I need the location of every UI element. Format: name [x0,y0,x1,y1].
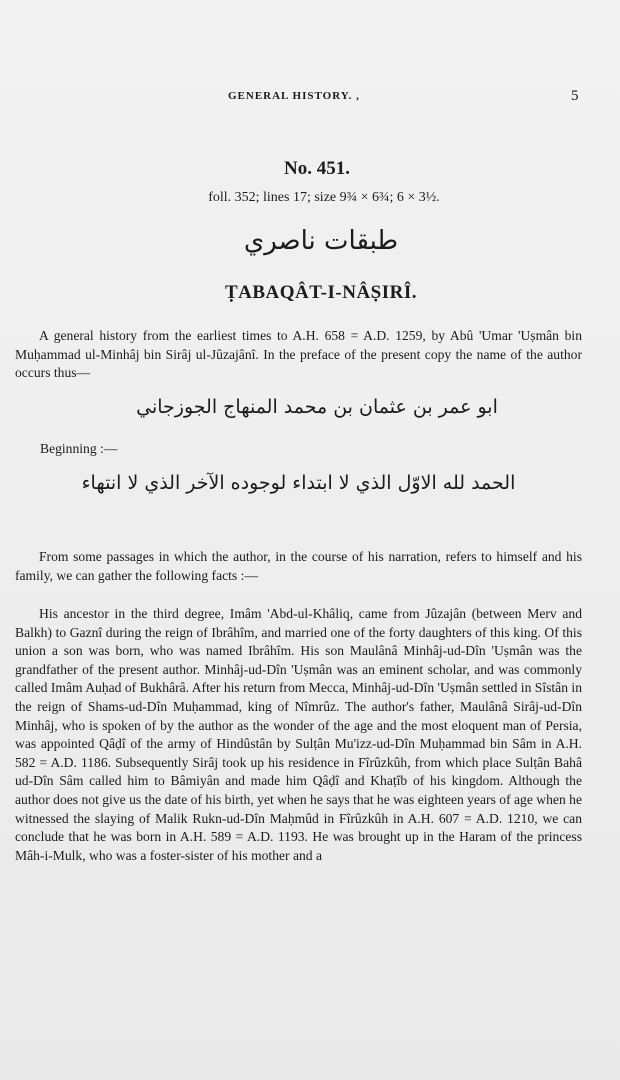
folio-description: foll. 352; lines 17; size 9¾ × 6¾; 6 × 3½. [208,190,440,205]
body-paragraph-2: His ancestor in the third degree, Imâm 'Abd-ul-Khâliq, came from Jûzajân (between Merv and Balkh) to Gaznî during the reign of Ibrâhîm, and married one of the forty daughters of this king. Of this union a son was born, who was named Ibrâhîm. His son Maulânâ Minhâj-ud-Dîn 'Uṣmân was the grandfather of the present author. Minhâj-ud-Dîn 'Uṣmân was an eminent scholar, and was commonly called Imâm Auḥad of Bukhârâ. After his return from Mecca, Minhâj-ud-Dîn 'Uṣmân settled in Sîstân in the reign of Shams-ud-Dîn Muḥammad, king of Nîmrûz. The author's father, Maulânâ Sirâj-ud-Dîn Minhâj, who is spoken of by the author as the wonder of the age and the most eloquent man of Persia, was appointed Qâḍî of the army of Hindûstân by Sulṭân Mu'izz-ud-Dîn Muḥammad bin Sâm in A.H. 582 = A.D. 1186. Subsequently Sirâj took up his residence in Fîrûzkûh, from which place Sulṭân Bahâ ud-Dîn Sâm called him to Bâmiyân and made him Qâḍî and Khaṭîb of his kingdom. Although the author does not give us the date of his birth, yet when he says that he was eighteen years of age when he witnessed the slaying of Malik Rukn-ud-Dîn Maḥmûd in Fîrûzkûh in A.H. 607 = A.D. 1210, we can conclude that he was born in A.H. 589 = A.D. 1193. He was brought up in the Haram of the princess Mâh-i-Mulk, who was a foster-sister of his mother and a [15,606,582,863]
beginning-label: Beginning :— [40,441,118,456]
running-head: GENERAL HISTORY. , [228,90,360,102]
arabic-title: طبقات ناصري [243,226,399,256]
catalogue-number: No. 451. [284,158,350,179]
arabic-beginning-text: الحمد لله الاوّل الذي لا ابتداء لوجوده الآخر الذي لا انتهاء [81,472,516,494]
page-number: 5 [571,88,579,104]
transliterated-title: ṬABAQÂT-I-NÂṢIRÎ. [224,282,418,303]
intro-paragraph: A general history from the earliest times to A.H. 658 = A.D. 1259, by Abû 'Umar 'Uṣmân bin Muḥammad ul-Minhâj bin Sirâj ul-Jûzajânî. In the preface of the present copy the name of the author occurs thus— [15,328,582,381]
body-paragraph-1: From some passages in which the author, in the course of his narration, refers to himself and his family, we can gather the following facts :— [15,549,582,583]
arabic-author-name: ابو عمر بن عثمان بن محمد المنهاج الجوزجاني [136,396,498,418]
